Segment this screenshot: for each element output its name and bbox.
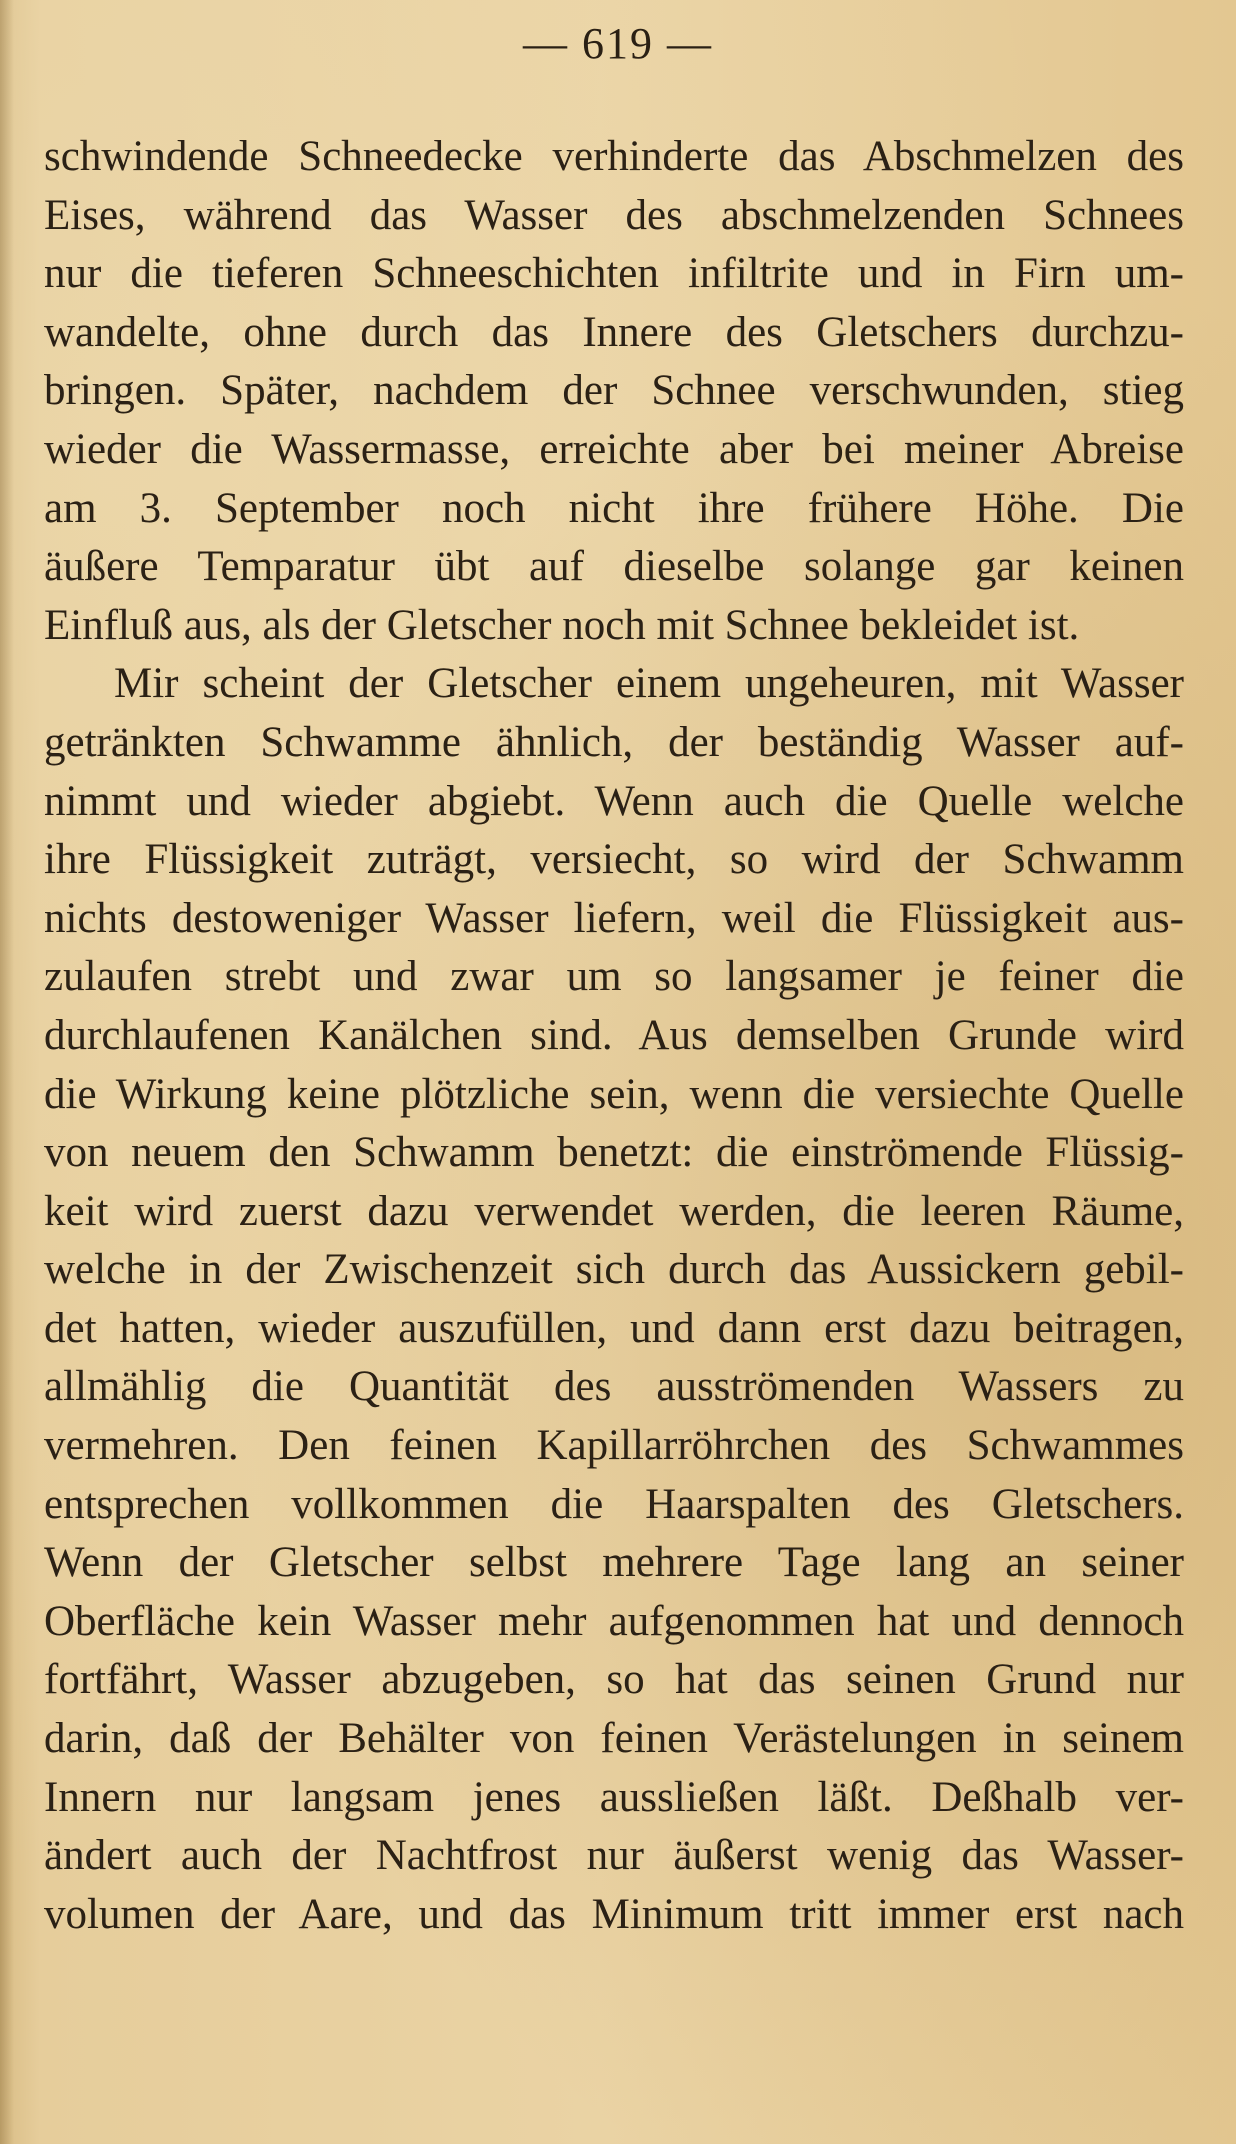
text-line: allmählig die Quantität des ausströmenden Wassers zu [44, 1363, 1184, 1411]
paragraph-2 [44, 655, 1184, 1944]
text-line: wandelte, ohne durch das Innere des Gletschers durchzu- [44, 308, 1184, 356]
text-line: die Wirkung keine plötzliche sein, wenn die versiechte Quelle [44, 1070, 1184, 1118]
text-line: Innern nur langsam jenes aussließen läßt. Deßhalb ver- [44, 1773, 1184, 1821]
paragraph-1 [44, 128, 1184, 655]
text-line: getränkten Schwamme ähnlich, der beständig Wasser auf- [44, 718, 1184, 766]
text-line: nur die tieferen Schneeschichten infiltrite und in Firn um- [44, 250, 1184, 298]
text-line: nimmt und wieder abgiebt. Wenn auch die Quelle welche [44, 777, 1184, 825]
text-line: det hatten, wieder auszufüllen, und dann erst dazu beitragen, [44, 1304, 1184, 1352]
text-line: darin, daß der Behälter von feinen Verästelungen in seinem [44, 1715, 1184, 1763]
text-line: Eises, während das Wasser des abschmelzenden Schnees [44, 191, 1184, 239]
text-line: am 3. September noch nicht ihre frühere Höhe. Die [44, 484, 1184, 532]
text-line: Einfluß aus, als der Gletscher noch mit Schnee bekleidet ist. [44, 601, 1080, 649]
text-line: ihre Flüssigkeit zuträgt, versiecht, so wird der Schwamm [44, 836, 1184, 884]
text-line: Oberfläche kein Wasser mehr aufgenommen hat und dennoch [44, 1597, 1184, 1645]
text-line: fortfährt, Wasser abzugeben, so hat das seinen Grund nur [44, 1656, 1184, 1704]
text-line: ändert auch der Nachtfrost nur äußerst wenig das Wasser- [44, 1832, 1184, 1880]
body-text [44, 128, 1184, 1944]
text-line: nichts destoweniger Wasser liefern, weil die Flüssigkeit aus- [44, 894, 1184, 942]
text-line: vermehren. Den feinen Kapillarröhrchen des Schwammes [44, 1422, 1184, 1470]
page-number: — 619 — [523, 19, 713, 68]
text-line: durchlaufenen Kanälchen sind. Aus demselben Grunde wird [44, 1011, 1184, 1059]
text-line: welche in der Zwischenzeit sich durch das Aussickern gebil- [44, 1246, 1184, 1294]
text-line: äußere Temparatur übt auf dieselbe solange gar keinen [44, 543, 1184, 591]
text-line: Mir scheint der Gletscher einem ungeheuren, mit Wasser [114, 660, 1184, 708]
text-line: bringen. Später, nachdem der Schnee verschwunden, stieg [44, 367, 1184, 415]
text-line: von neuem den Schwamm benetzt: die einströmende Flüssig- [44, 1129, 1184, 1177]
text-line: Wenn der Gletscher selbst mehrere Tage lang an seiner [44, 1539, 1184, 1587]
text-line: keit wird zuerst dazu verwendet werden, die leeren Räume, [44, 1187, 1184, 1235]
page-gutter-shadow [0, 0, 14, 2144]
text-line: zulaufen strebt und zwar um so langsamer je feiner die [44, 953, 1184, 1001]
text-line: entsprechen vollkommen die Haarspalten des Gletschers. [44, 1480, 1184, 1528]
text-line: volumen der Aare, und das Minimum tritt immer erst nach [44, 1890, 1184, 1938]
text-line: schwindende Schneedecke verhinderte das Abschmelzen des [44, 133, 1184, 180]
text-line: wieder die Wassermasse, erreichte aber bei meiner Abreise [44, 425, 1184, 473]
